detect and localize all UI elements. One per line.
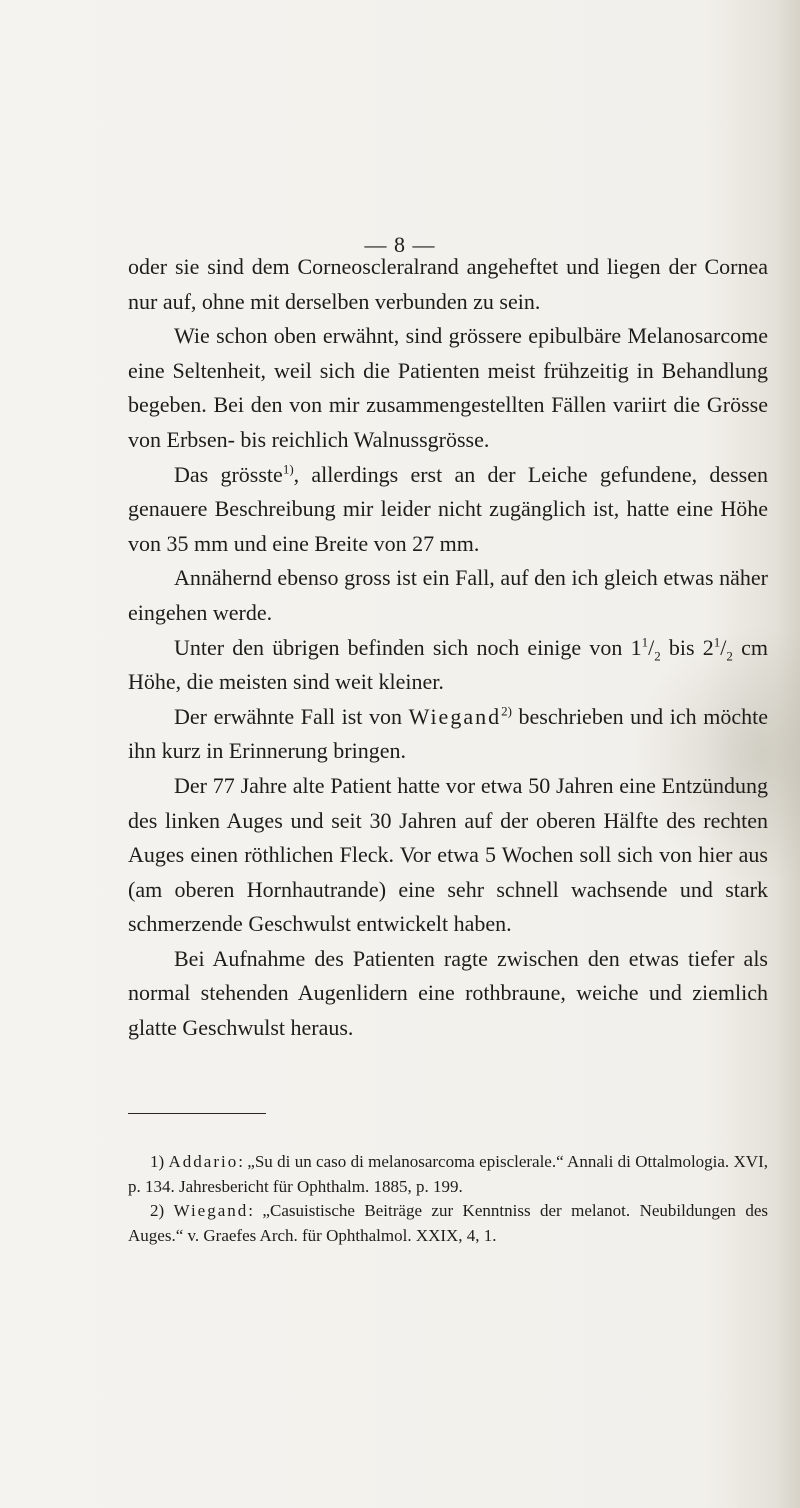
fraction-numerator: 1: [713, 634, 721, 650]
paragraph-6: [128, 700, 768, 769]
fraction-whole: 2: [702, 634, 714, 660]
footnote-1: [128, 1150, 768, 1199]
main-text: [128, 250, 768, 1046]
fraction-whole: 1: [630, 634, 642, 660]
fraction-two-and-half: $2^1/_2$: [702, 634, 733, 663]
footnote-author: Addario: [168, 1152, 239, 1171]
paragraph-6-end: beschrieben und ich möchte ihn kurz in Erinnerung bringen.: [128, 703, 768, 764]
footnote-text: : „Casuistische Beiträge zur Kenntniss der melanot. Neubildungen des Auges.“ v. Graefes Arch. für Ophthalmol. XXIX, 4, 1.: [128, 1201, 768, 1245]
page-number: — 8 —: [364, 232, 436, 257]
paragraph-2: Wie schon oben erwähnt, sind grössere epibulbäre Melanosarcome eine Seltenheit, weil sich die Patienten meist frühzeitig in Behandlung begeben. Bei den von mir zusammengestellten Fällen variirt die Grösse von Erbsen- bis reichlich Walnussgrösse.: [128, 323, 768, 452]
fraction-denominator: 2: [654, 647, 661, 663]
footnote-text: : „Su di un caso di melanosarcoma episclerale.“ Annali di Ottalmologia. XVI, p. 134. Jahresbericht für Ophthalm. 1885, p. 199.: [128, 1152, 768, 1196]
footnotes: [128, 1150, 768, 1248]
paragraph-6-start: Der erwähnte Fall ist von: [174, 703, 409, 729]
paragraph-1: oder sie sind dem Corneoscleralrand angeheftet und liegen der Cornea nur auf, ohne mit derselben verbunden zu sein.: [128, 254, 768, 314]
footnote-marker: 2): [150, 1201, 174, 1220]
paragraph-5-end: cm Höhe, die meisten sind weit kleiner.: [128, 634, 768, 695]
fraction-denominator: 2: [726, 647, 733, 663]
footnote-ref-2: 2): [501, 703, 512, 719]
paragraph-8: Bei Aufnahme des Patienten ragte zwischen den etwas tiefer als normal stehenden Augenlidern eine rothbraune, weiche und ziemlich glatte Geschwulst heraus.: [128, 945, 768, 1041]
fraction-numerator: 1: [641, 634, 649, 650]
paragraph-5-mid: bis: [660, 634, 703, 660]
footnote-marker: 1): [150, 1152, 169, 1171]
paragraph-3: [128, 458, 768, 562]
paragraph-5: [128, 631, 768, 700]
footnote-ref-1: 1): [282, 461, 294, 477]
footnote-divider: [128, 1113, 266, 1114]
paragraph-5-start: Unter den übrigen befinden sich noch einige von: [174, 634, 631, 660]
footnote-author: Wiegand: [173, 1201, 249, 1220]
paragraph-3-start: Das grösste: [174, 461, 283, 487]
author-name-wiegand: Wiegand: [408, 703, 502, 729]
paragraph-3-end: , allerdings erst an der Leiche gefundene, dessen genauere Beschreibung mir leider nicht zugänglich ist, hatte eine Höhe von 35 mm und eine Breite von 27 mm.: [128, 461, 768, 556]
fraction-one-and-half: $1^1/_2$: [630, 634, 661, 663]
footnote-2: [128, 1199, 768, 1248]
paragraph-4: Annähernd ebenso gross ist ein Fall, auf den ich gleich etwas näher eingehen werde.: [128, 565, 768, 625]
paragraph-7: Der 77 Jahre alte Patient hatte vor etwa 50 Jahren eine Entzündung des linken Auges und seit 30 Jahren auf der oberen Hälfte des rechten Auges einen röthlichen Fleck. Vor etwa 5 Wochen soll sich von hier aus (am oberen Hornhautrande) eine sehr schnell wachsende und stark schmerzende Geschwulst entwickelt haben.: [128, 772, 768, 937]
